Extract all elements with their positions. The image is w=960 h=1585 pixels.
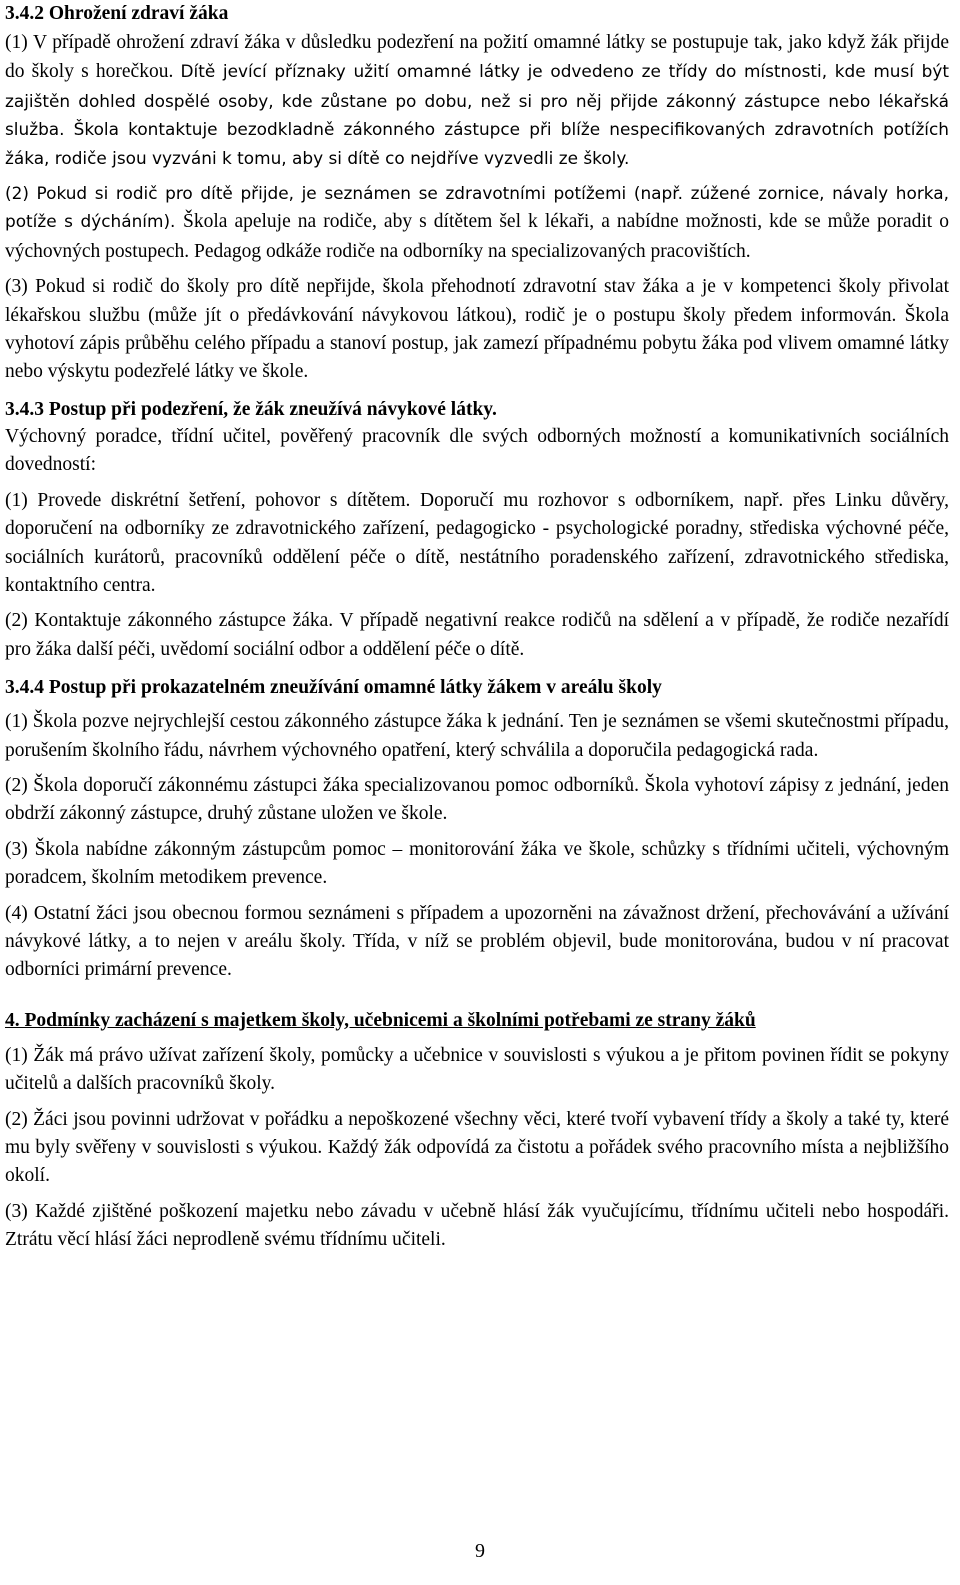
paragraph-3-4-2-2-part-c: Pedagog odkáže rodiče na odborníky na specializovaných pracovištích. xyxy=(194,240,751,262)
paragraph-4-2: (2) Žáci jsou povinni udržovat v pořádku a nepoškozené všechny věci, které tvoří vybavení třídy a školy a také ty, které mu byly svěřeny v souvislosti s výukou. Každý žák odpovídá za čistotu a pořádek svého pracovního místa a nejbližšího okolí. xyxy=(5,1108,949,1187)
paragraph-3-4-3-2: (2) Kontaktuje zákonného zástupce žáka. V případě negativní reakce rodičů na sdělení a v případě, že rodiče nezařídí pro žáka další péči, uvědomí sociální odbor a oddělení péče o dítě. xyxy=(5,610,949,660)
paragraph-3-4-2-3: (3) Pokud si rodič do školy pro dítě nepřijde, škola přehodnotí zdravotní stav žáka a je v kompetenci školy přivolat lékařskou službu (může jít o předávkování návykovou látkou), rodič je o postupu školy předem informován. Škola vyhotoví zápis průběhu celého případu a stanoví postup, jak zamezí případnému pobytu žáka pod vlivem omamné látky nebo výskytu podezřelé látky ve škole. xyxy=(5,276,949,383)
paragraph-3-4-2-1-part-a: (1) V případě ohrožení zdraví žáka v důsledku podezření na požití omamné látky se postupuje tak, jako když žák přijde do školy s horečkou. xyxy=(5,32,949,83)
paragraph-3-4-2-2-part-a: (2) Pokud si rodič pro dítě přijde, je seznámen se zdravotními potížemi (např. zúžené zornice, návaly horka, potíže s dýcháním). xyxy=(5,183,949,232)
paragraph-3-4-3-intro: Výchovný poradce, třídní učitel, pověřený pracovník dle svých odborných možností a komunikativních sociálních dovedností: xyxy=(5,425,949,476)
paragraph-3-4-2-1 xyxy=(5,28,949,172)
paragraph-4-1: (1) Žák má právo užívat zařízení školy, pomůcky a učebnice v souvislosti s výukou a je přitom povinen řídit se pokyny učitelů a dalších pracovníků školy. xyxy=(5,1044,949,1095)
paragraph-3-4-4-3: (3) Škola nabídne zákonným zástupcům pomoc – monitorování žáka ve škole, schůzky s třídními učiteli, výchovným poradcem, školním metodikem prevence. xyxy=(5,838,949,889)
page-number: 9 xyxy=(475,1540,485,1562)
paragraph-3-4-2-2-part-b: Škola apeluje na rodiče, aby s dítětem šel k lékaři, a nabídne možnosti, kde se může poradit o výchovných postupech. xyxy=(5,211,949,262)
paragraph-3-4-4-2: (2) Škola doporučí zákonnému zástupci žáka specializovanou pomoc odborníků. Škola vyhotoví zápisy z jednání, jeden obdrží zákonný zástupce, druhý zůstane uložen ve škole. xyxy=(5,774,949,825)
document-page xyxy=(5,0,949,1255)
paragraph-3-4-2-2 xyxy=(5,179,949,266)
section-heading-3-4-3: 3.4.3 Postup při podezření, že žák zneužívá návykové látky. xyxy=(5,398,497,420)
paragraph-3-4-4-1: (1) Škola pozve nejrychlejší cestou zákonného zástupce žáka k jednání. Ten je seznámen se všemi skutečnostmi případu, porušením školního řádu, návrhem výchovného opatření, který schválila a doporučila pedagogická rada. xyxy=(5,711,949,761)
section-heading-3-4-4: 3.4.4 Postup při prokazatelném zneužívání omamné látky žákem v areálu školy xyxy=(5,677,662,699)
section-heading-3-4-2: 3.4.2 Ohrožení zdraví žáka xyxy=(5,3,229,24)
section-heading-4: 4. Podmínky zacházení s majetkem školy, učebnicemi a školními potřebami ze strany žáků xyxy=(5,1009,756,1031)
paragraph-3-4-4-4: (4) Ostatní žáci jsou obecnou formou seznámeni s případem a upozorněni na závažnost držení, přechovávání a užívání návykové látky, a to nejen v areálu školy. Třída, v níž se problém objevil, bude monitorována, budou v ní pracovat odborníci primární prevence. xyxy=(5,902,949,981)
paragraph-4-3: (3) Každé zjištěné poškození majetku nebo závadu v učebně hlásí žák vyučujícímu, třídnímu učiteli nebo hospodáři. Ztrátu věcí hlásí žáci neprodleně svému třídnímu učiteli. xyxy=(5,1200,949,1251)
paragraph-3-4-3-1: (1) Provede diskrétní šetření, pohovor s dítětem. Doporučí mu rozhovor s odborníkem, např. přes Linku důvěry, doporučení na odborníky ze zdravotnického zařízení, pedagogicko - psychologické poradny, střediska výchovné péče, sociálních kurátorů, pracovníků oddělení péče o dítě, nestátního poradenského zařízení, zdravotnického střediska, kontaktního centra. xyxy=(5,489,949,596)
paragraph-3-4-2-1-part-b: Dítě jevící příznaky užití omamné látky je odvedeno ze třídy do místnosti, kde musí být zajištěn dohled dospělé osoby, kde zůstane po dobu, než si pro něj přijde zákonný zástupce nebo lékařská služba. Škola kontaktuje bezodkladně zákonného zástupce při blíže nespecifikovaných zdravotních potížích žáka, rodiče jsou vyzváni k tomu, aby si dítě co nejdříve vyzvedli ze školy. xyxy=(5,61,949,168)
